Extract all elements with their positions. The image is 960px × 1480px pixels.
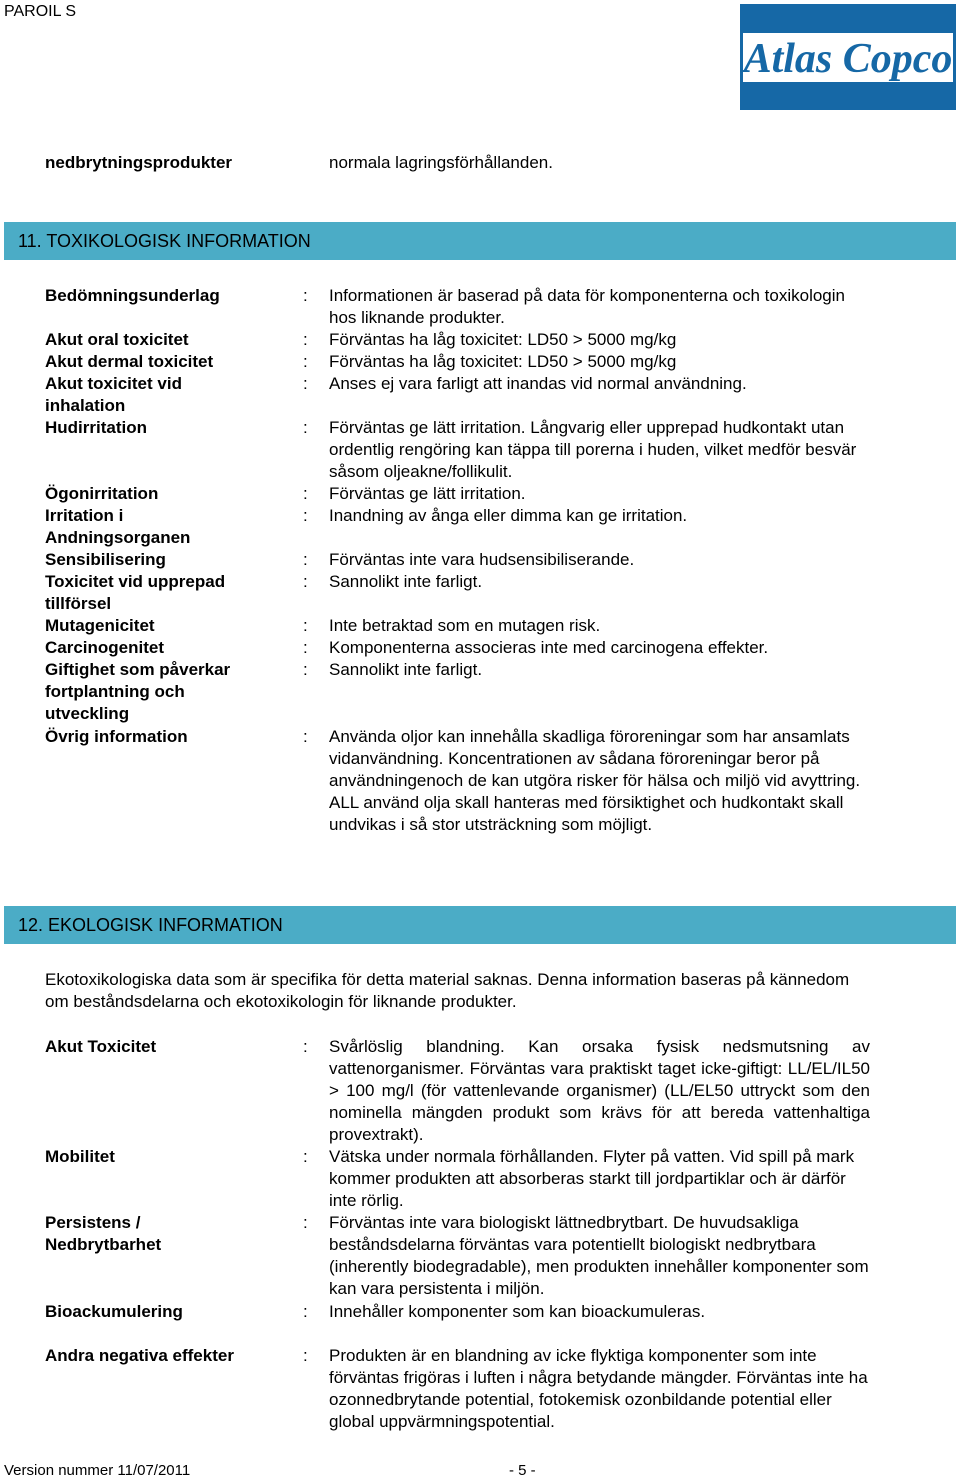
tox-label: Bedömningsunderlag — [45, 286, 220, 305]
separator: : — [303, 1037, 308, 1056]
tox-value: Sannolikt inte farligt. — [329, 572, 483, 591]
separator: : — [303, 1213, 308, 1232]
separator: : — [303, 352, 308, 371]
top-row-label: nedbrytningsprodukter — [45, 153, 233, 172]
eco-value: Svårlöslig blandning. Kan orsaka fysisk nedsmutsning av vattenorganismer. Förväntas vara praktiskt taget icke-giftigt: LL/EL/IL50 > 100 mg/l (för vattenlevande organismer) (LL/EL50 uttryckt som den nominella mängden produkt som krävs för att bereda vattenhaltiga provextrakt). — [329, 1037, 870, 1144]
tox-label: Hudirritation — [45, 418, 147, 437]
eco-value: Förväntas inte vara biologiskt lättnedbrytbart. De huvudsakliga beståndsdelarna förväntas vara potentiellt biologiskt nedbrytbara (inherently biodegradable), men produkten innehåller komponenter som kan vara persistenta i miljön. — [329, 1213, 869, 1298]
separator: : — [303, 727, 308, 746]
separator: : — [303, 572, 308, 591]
separator: : — [303, 506, 308, 525]
tox-value: Förväntas inte vara hudsensibiliserande. — [329, 550, 635, 569]
separator: : — [303, 638, 308, 657]
tox-value: Komponenterna associeras inte med carcinogena effekter. — [329, 638, 769, 657]
tox-value: Förväntas ha låg toxicitet: LD50 > 5000 mg/kg — [329, 352, 677, 371]
separator: : — [303, 1346, 308, 1365]
separator: : — [303, 616, 308, 635]
eco-value: Vätska under normala förhållanden. Flyter på vatten. Vid spill på mark kommer produkten att absorberas starkt till jordpartiklar och är därför inte rörlig. — [329, 1147, 855, 1210]
tox-value: Anses ej vara farligt att inandas vid normal användning. — [329, 374, 747, 393]
logo-wordmark: Atlas Copco — [743, 36, 953, 82]
tox-label: Akut toxicitet vid inhalation — [45, 374, 182, 415]
tox-value: Inte betraktad som en mutagen risk. — [329, 616, 601, 635]
tox-label: Mutagenicitet — [45, 616, 155, 635]
eco-label: Persistens / Nedbrytbarhet — [45, 1213, 162, 1254]
tox-label: Akut dermal toxicitet — [45, 352, 214, 371]
eco-value: Innehåller komponenter som kan bioackumuleras. — [329, 1302, 706, 1321]
separator: : — [303, 1302, 308, 1321]
top-row-value: normala lagringsförhållanden. — [329, 153, 553, 172]
section-11-header — [4, 222, 956, 260]
tox-label: Giftighet som påverkar fortplantning och utveckling — [45, 660, 231, 723]
tox-label: Toxicitet vid upprepad tillförsel — [45, 572, 226, 613]
tox-label: Övrig information — [45, 727, 188, 746]
section-12-header — [4, 906, 956, 944]
separator: : — [303, 550, 308, 569]
tox-label: Akut oral toxicitet — [45, 330, 189, 349]
tox-value: Använda oljor kan innehålla skadliga föroreningar som har ansamlats vidanvändning. Koncentrationen av sådana föroreningar beror på användningenoch de kan utgöra risker för hälsa och miljö vid avyttring. ALL använd olja skall hanteras med försiktighet och hudkontakt skall undvikas i så stor utsträckning som möjligt. — [329, 727, 861, 834]
tox-value: Förväntas ge lätt irritation. Långvarig eller upprepad hudkontakt utan ordentlig rengöring kan täppa till porerna i huden, vilket medför besvär såsom oljeakne/follikulit. — [329, 418, 857, 481]
separator: : — [303, 374, 308, 393]
separator: : — [303, 484, 308, 503]
section-11-title: 11. TOXIKOLOGISK INFORMATION — [18, 231, 311, 251]
tox-value: Förväntas ge lätt irritation. — [329, 484, 526, 503]
separator: : — [303, 418, 308, 437]
product-name: PAROIL S — [4, 3, 77, 20]
footer-version: Version nummer 11/07/2011 — [4, 1462, 191, 1479]
tox-value: Inandning av ånga eller dimma kan ge irritation. — [329, 506, 688, 525]
section-12-title: 12. EKOLOGISK INFORMATION — [18, 915, 283, 935]
tox-label: Carcinogenitet — [45, 638, 165, 657]
tox-label: Ögonirritation — [45, 484, 159, 503]
eco-label: Bioackumulering — [45, 1302, 183, 1321]
tox-value: Sannolikt inte farligt. — [329, 660, 483, 679]
separator: : — [303, 286, 308, 305]
eco-value: Produkten är en blandning av icke flyktiga komponenter som inte förväntas frigöras i luften i några betydande mängder. Förväntas inte ha ozonnedbrytande potential, fotokemisk ozonbildande potential eller global uppvärmningspotential. — [329, 1346, 868, 1431]
eco-intro: Ekotoxikologiska data som är specifika för detta material saknas. Denna information baseras på kännedom om beståndsdelarna och ekotoxikologin för liknande produkter. — [45, 970, 850, 1011]
tox-value: Förväntas ha låg toxicitet: LD50 > 5000 mg/kg — [329, 330, 677, 349]
eco-label: Andra negativa effekter — [45, 1346, 234, 1365]
tox-value: Informationen är baserad på data för komponenterna och toxikologin hos liknande produkter. — [329, 286, 845, 327]
separator: : — [303, 1147, 308, 1166]
eco-label: Mobilitet — [45, 1147, 115, 1166]
footer-page-number: - 5 - — [509, 1462, 536, 1479]
separator: : — [303, 330, 308, 349]
eco-label: Akut Toxicitet — [45, 1037, 157, 1056]
atlas-copco-logo — [740, 4, 956, 110]
tox-label: Irritation i Andningsorganen — [45, 506, 191, 547]
tox-label: Sensibilisering — [45, 550, 166, 569]
separator: : — [303, 660, 308, 679]
